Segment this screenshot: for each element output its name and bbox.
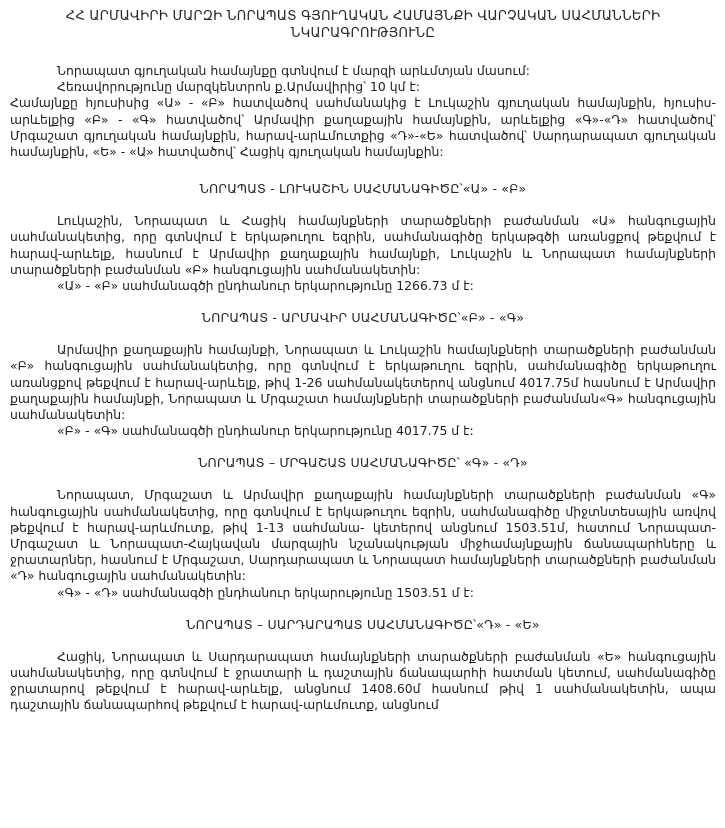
document-title (32, 8, 694, 42)
section-norapat-armavir (10, 310, 716, 439)
section-body-2: Արմավիր քաղաքային համայնքի, Նորապատ և Լուկաշին համայնքների տարածքների բաժանման «Բ» հանգուցային սահմանակետից, որը գտնվում է երկաթուղու եզրին, սահմանագիծը երկաթուղու առանցքով թեքվում է հարավ-արևելք, թիվ 1-26 սահմանակետերով անցնում 4017.75մ հասնում է Արմավիր քաղաքային համայնքի, Նորապատ և Մրգաշատ համայնքների տարածքների բաժանման«Գ» հանգուցային սահմանակետին: (10, 342, 716, 423)
section-body-4: Հացիկ, Նորապատ և Սարդարապատ համայնքների տարածքների բաժանման «Ե» հանգուցային սահմանակետից, որը գտնվում է ջրատարի և դաշտային ճանապարհի հատման կետում, սահմանագիծը ջրատարով թեքվում է հարավ-արևելք, անցնում 1408.60մ հասնում թիվ 1 սահմանակետին, ապա դաշտային ճանապարհով թեքվում է հարավ-արևմուտք, անցնում (10, 648, 716, 713)
section-heading-1: ՆՈՐԱՊԱՏ - ԼՈՒԿԱՇԻՆ ՍԱՀՄԱՆԱԳԻԾԸ՝«Ա» - «Բ» (199, 181, 527, 197)
section-body-3: Նորապատ, Մրգաշատ և Արմավիր քաղաքային համայնքների տարածքների բաժանման «Գ» հանգուցային սահմանակետից, որը գտնվում է երկաթուղու եզրին, սահմանագիծը միջտնտեսային առվով թեքվում է հարավ-արևմուտք, թիվ 1-13 սահմանա- կետերով անցնում 1503.51մ, հատում Նորապատ-Մրգաշատ և Նորապատ-Հայկավան մարզային նշանակության միջհամայնքային ճանապարհները և ջրատարներ, հասնում է Մրգաշատ, Սարդարապատ և Նորապատ համայնքների տարածքների բաժանման «Դ» հանգուցային սահմանակետին: (10, 487, 716, 584)
intro-block (10, 63, 716, 160)
section-heading-4: ՆՈՐԱՊԱՏ – ՍԱՐԴԱՐԱՊԱՏ ՍԱՀՄԱՆԱԳԻԾԸ՝«Դ» - «Ե» (186, 616, 540, 632)
section-heading-3: ՆՈՐԱՊԱՏ – ՄՐԳԱՇԱՏ ՍԱՀՄԱՆԱԳԻԾԸ՝ «Գ» - «Դ» (198, 455, 528, 471)
section-heading-2: ՆՈՐԱՊԱՏ - ԱՐՄԱՎԻՐ ՍԱՀՄԱՆԱԳԻԾԸ՝«Բ» - «Գ» (201, 310, 525, 326)
section-norapat-lukashin (10, 181, 716, 294)
intro-paragraph: Համայնքը հյուսիսից «Ա» - «Բ» հատվածով սահմանակից է Լուկաշին գյուղական համայնքին, հյուսիս-արևելքից «Բ» - «Գ» հատվածով՝ Արմավիր քաղաքային համայնքին, արևելքից «Գ»-«Դ» հատվածով՝ Մրգաշատ գյուղական համայնքին, հարավ-արևմուտքից «Դ»-«Ե» հատվածով՝ Սարդարապատ գյուղական համայնքին, «Ե» - «Ա» հատվածով՝ Հացիկ գյուղական համայնքին: (10, 95, 716, 160)
section-length-2: «Բ» - «Գ» սահմանագծի ընդհանուր երկարությունը 4017.75 մ է: (57, 423, 474, 439)
section-length-1: «Ա» - «Բ» սահմանագծի ընդհանուր երկարությունը 1266.73 մ է: (57, 278, 474, 294)
section-norapat-mrgashat (10, 455, 716, 600)
intro-line-1: Նորապատ գյուղական համայնքը գտնվում է մարզի արևմտյան մասում: (57, 63, 530, 78)
intro-line-2: Հեռավորությունը մարզկենտրոն ք.Արմավիրից՝ 10 կմ է: (57, 79, 420, 95)
section-length-3: «Գ» - «Դ» սահմանագծի ընդհանուր երկարությունը 1503.51 մ է: (57, 584, 474, 600)
document-title-line-1: ՀՀ ԱՐՄԱՎԻՐԻ ՄԱՐԶԻ ՆՈՐԱՊԱՏ ԳՅՈՒՂԱԿԱՆ ՀԱՄԱՅՆՔԻ ՎԱՐՉԱԿԱՆ ՍԱՀՄԱՆՆԵՐԻ (65, 9, 661, 24)
section-norapat-sardarapat (10, 617, 716, 714)
document-title-line-2: ՆԿԱՐԱԳՐՈՒԹՅՈՒՆԸ (290, 26, 436, 41)
section-body-1: Լուկաշին, Նորապատ և Հացիկ համայնքների տարածքների բաժանման «Ա» հանգուցային սահմանակետից, որը գտնվում է երկաթուղու եզրին, սահմանագիծը երկաթգծի առանցքով թեքվում է հարավ-արևելք, հասնում է Արմավիր քաղաքային համայնքի, Լուկաշին և Նորապատ համայնքների տարածքների բաժանման «Բ» հանգուցային սահմանակետին: (10, 213, 716, 277)
